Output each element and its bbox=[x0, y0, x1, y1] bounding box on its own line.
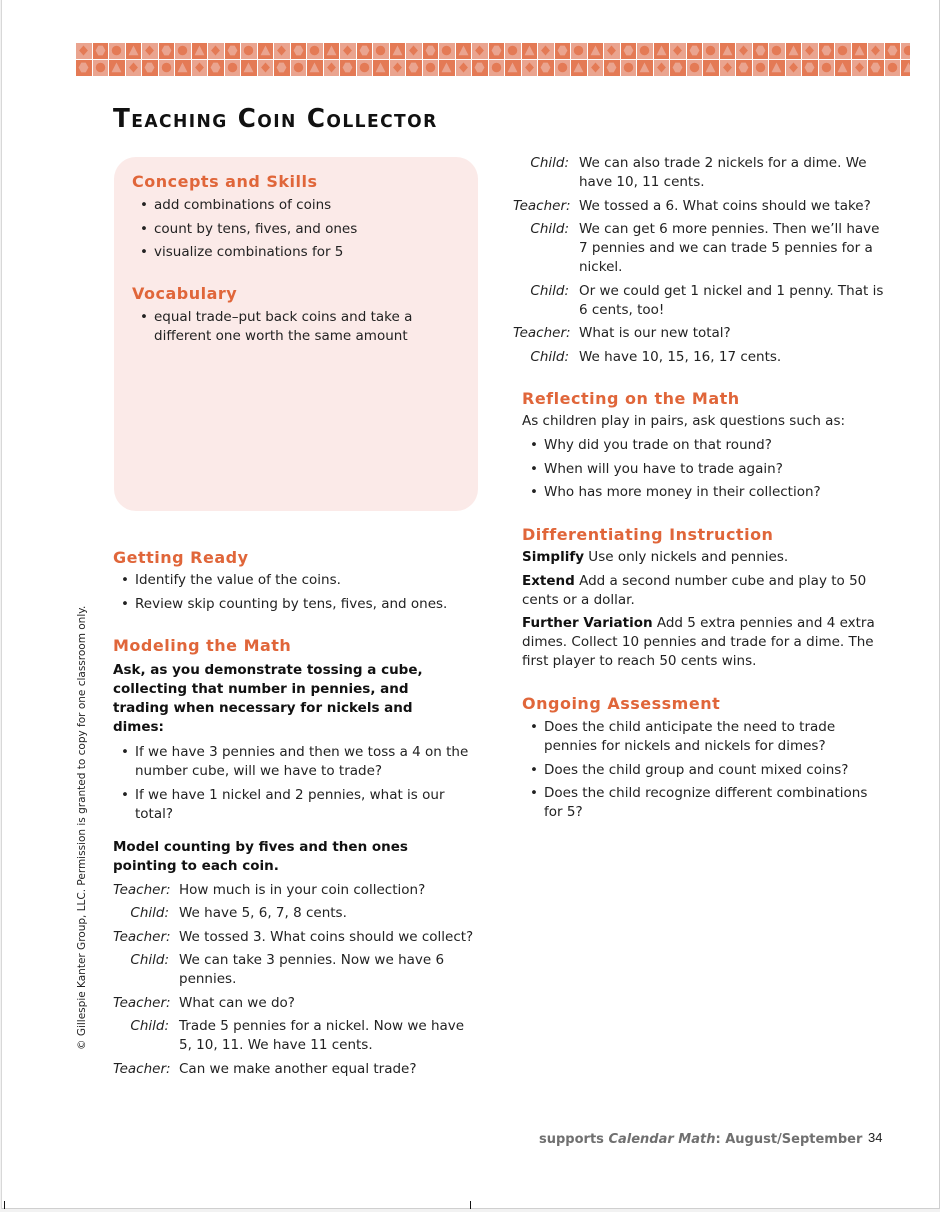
dialog-line bbox=[113, 928, 478, 947]
dialog-text: Trade 5 pennies for a nickel. Now we have 5, 10, 11. We have 11 cents. bbox=[179, 1018, 465, 1053]
getting-ready-list bbox=[113, 571, 478, 614]
dialog-line bbox=[513, 220, 888, 277]
getting-ready-heading: Getting Ready bbox=[113, 548, 249, 567]
modeling-heading: Modeling the Math bbox=[113, 636, 292, 655]
hexagon-tile-icon bbox=[538, 60, 554, 76]
reflecting-list bbox=[522, 436, 892, 502]
dialog-line bbox=[513, 348, 888, 367]
triangle-tile-icon bbox=[126, 43, 142, 59]
triangle-tile-icon bbox=[769, 60, 785, 76]
diamond-tile-icon bbox=[208, 43, 224, 59]
hexagon-tile-icon bbox=[76, 60, 92, 76]
concepts-heading: Concepts and Skills bbox=[132, 172, 318, 191]
dialog-text: What is our new total? bbox=[579, 325, 731, 341]
circle-tile-icon bbox=[307, 43, 323, 59]
hexagon-tile-icon bbox=[687, 43, 703, 59]
triangle-tile-icon bbox=[307, 60, 323, 76]
differentiating-section bbox=[522, 525, 877, 676]
assessment-item: • Does the child group and count mixed coins? bbox=[522, 761, 887, 780]
crop-mark bbox=[4, 1201, 5, 1209]
hexagon-tile-icon bbox=[472, 60, 488, 76]
diamond-tile-icon bbox=[390, 60, 406, 76]
circle-tile-icon bbox=[357, 60, 373, 76]
circle-tile-icon bbox=[423, 60, 439, 76]
getting-ready-section bbox=[113, 548, 478, 618]
triangle-tile-icon bbox=[852, 43, 868, 59]
circle-tile-icon bbox=[291, 60, 307, 76]
border-row-top bbox=[76, 43, 910, 59]
hexagon-tile-icon bbox=[885, 43, 901, 59]
speaker-label: Child: bbox=[530, 221, 569, 237]
vocabulary-heading: Vocabulary bbox=[132, 284, 238, 303]
reflecting-section bbox=[522, 389, 892, 507]
triangle-tile-icon bbox=[456, 43, 472, 59]
crop-mark bbox=[470, 1201, 471, 1209]
dialog-text: We have 10, 15, 16, 17 cents. bbox=[579, 348, 782, 365]
triangle-tile-icon bbox=[241, 60, 257, 76]
assessment-section bbox=[522, 694, 887, 827]
triangle-tile-icon bbox=[522, 43, 538, 59]
diamond-tile-icon bbox=[192, 60, 208, 76]
circle-tile-icon bbox=[489, 60, 505, 76]
speaker-label: Teacher: bbox=[113, 881, 171, 898]
circle-tile-icon bbox=[373, 43, 389, 59]
triangle-tile-icon bbox=[258, 43, 274, 59]
triangle-tile-icon bbox=[654, 43, 670, 59]
dialog-text: Or we could get 1 nickel and 1 penny. That is 6 cents, too! bbox=[579, 282, 884, 318]
dialog-line bbox=[113, 951, 478, 989]
speaker-label: Teacher: bbox=[513, 325, 571, 341]
hexagon-tile-icon bbox=[489, 43, 505, 59]
triangle-tile-icon bbox=[109, 60, 125, 76]
circle-tile-icon bbox=[901, 43, 910, 59]
diamond-tile-icon bbox=[274, 43, 290, 59]
circle-tile-icon bbox=[93, 60, 109, 76]
dialog-text: What can we do? bbox=[179, 994, 295, 1011]
triangle-tile-icon bbox=[786, 43, 802, 59]
dialog-text: We tossed a 6. What coins should we take? bbox=[579, 197, 871, 214]
diamond-tile-icon bbox=[868, 43, 884, 59]
diamond-tile-icon bbox=[720, 60, 736, 76]
getting-ready-item: • Review skip counting by tens, fives, and ones. bbox=[113, 595, 478, 614]
diamond-tile-icon bbox=[522, 60, 538, 76]
footer-supports bbox=[539, 1132, 862, 1147]
border-row-bottom bbox=[76, 60, 910, 76]
hexagon-tile-icon bbox=[274, 60, 290, 76]
copyright-notice: © Gillespie Kanter Group, LLC. Permission is granted to copy for one classroom only. bbox=[76, 605, 88, 1050]
diamond-tile-icon bbox=[472, 43, 488, 59]
triangle-tile-icon bbox=[175, 60, 191, 76]
triangle-tile-icon bbox=[192, 43, 208, 59]
reflecting-item: • Who has more money in their collection? bbox=[522, 483, 892, 502]
circle-tile-icon bbox=[571, 43, 587, 59]
concepts-box bbox=[114, 157, 478, 511]
circle-tile-icon bbox=[703, 43, 719, 59]
diamond-tile-icon bbox=[786, 60, 802, 76]
diamond-tile-icon bbox=[456, 60, 472, 76]
dialog-line bbox=[513, 282, 888, 320]
hexagon-tile-icon bbox=[340, 60, 356, 76]
hexagon-tile-icon bbox=[621, 43, 637, 59]
circle-tile-icon bbox=[621, 60, 637, 76]
triangle-tile-icon bbox=[637, 60, 653, 76]
triangle-tile-icon bbox=[703, 60, 719, 76]
differentiating-further-variation bbox=[522, 614, 877, 671]
modeling-instruction: Model counting by fives and then ones pointing to each coin. bbox=[113, 838, 408, 874]
dialog-line bbox=[513, 324, 888, 343]
diamond-tile-icon bbox=[670, 43, 686, 59]
dialog-line bbox=[113, 994, 478, 1013]
dialog-text: We have 5, 6, 7, 8 cents. bbox=[179, 905, 347, 921]
getting-ready-item: • Identify the value of the coins. bbox=[113, 571, 478, 590]
dialog-text: We can take 3 pennies. Now we have 6 pennies. bbox=[179, 952, 445, 987]
circle-tile-icon bbox=[439, 43, 455, 59]
reflecting-item: • Why did you trade on that round? bbox=[522, 436, 892, 455]
circle-tile-icon bbox=[109, 43, 125, 59]
triangle-tile-icon bbox=[571, 60, 587, 76]
diamond-tile-icon bbox=[126, 60, 142, 76]
reflecting-intro: As children play in pairs, ask questions such as: bbox=[522, 413, 846, 429]
diamond-tile-icon bbox=[802, 43, 818, 59]
speaker-label: Child: bbox=[530, 348, 569, 365]
footer-book-title: Calendar Math bbox=[608, 1132, 716, 1147]
vocabulary-item: • equal trade–put back coins and take a different one worth the same amount bbox=[132, 308, 422, 346]
diamond-tile-icon bbox=[588, 60, 604, 76]
dialog-line bbox=[513, 197, 888, 216]
diamond-tile-icon bbox=[538, 43, 554, 59]
modeling-question: • If we have 3 pennies and then we toss a 4 on the number cube, will we have to trade? bbox=[113, 743, 478, 781]
hexagon-tile-icon bbox=[736, 60, 752, 76]
reflecting-heading: Reflecting on the Math bbox=[522, 389, 740, 408]
assessment-item: • Does the child recognize different combinations for 5? bbox=[522, 784, 887, 822]
speaker-label: Teacher: bbox=[113, 1060, 171, 1077]
hexagon-tile-icon bbox=[819, 43, 835, 59]
page-title: Teaching Coin Collector bbox=[113, 104, 438, 134]
diamond-tile-icon bbox=[340, 43, 356, 59]
dialog-line bbox=[113, 1017, 478, 1055]
page-number: 34 bbox=[868, 1130, 883, 1145]
circle-tile-icon bbox=[819, 60, 835, 76]
circle-tile-icon bbox=[753, 60, 769, 76]
simplify-text: Use only nickels and pennies. bbox=[584, 549, 789, 565]
dialog-text: We can get 6 more pennies. Then we’ll have 7 pennies and we can trade 5 pennies for a nickel. bbox=[579, 221, 880, 275]
differentiating-heading: Differentiating Instruction bbox=[522, 525, 774, 544]
circle-tile-icon bbox=[637, 43, 653, 59]
circle-tile-icon bbox=[835, 43, 851, 59]
hexagon-tile-icon bbox=[406, 60, 422, 76]
modeling-questions bbox=[113, 743, 478, 824]
hexagon-tile-icon bbox=[291, 43, 307, 59]
vocabulary-section bbox=[132, 284, 462, 351]
dialog-text: Can we make another equal trade? bbox=[179, 1060, 417, 1077]
concepts-item: • add combinations of coins bbox=[132, 196, 462, 215]
diamond-tile-icon bbox=[736, 43, 752, 59]
hexagon-tile-icon bbox=[868, 60, 884, 76]
triangle-tile-icon bbox=[505, 60, 521, 76]
decorative-shape-border bbox=[76, 43, 910, 76]
speaker-label: Child: bbox=[130, 1018, 169, 1034]
dialog-right bbox=[513, 154, 888, 371]
dialog-line bbox=[113, 904, 478, 923]
further-variation-label: Further Variation bbox=[522, 615, 653, 631]
circle-tile-icon bbox=[159, 60, 175, 76]
extend-label: Extend bbox=[522, 572, 575, 589]
dialog-text: We can also trade 2 nickels for a dime. We have 10, 11 cents. bbox=[579, 155, 867, 190]
document-page bbox=[1, 0, 940, 1209]
dialog-line bbox=[113, 1060, 478, 1079]
circle-tile-icon bbox=[241, 43, 257, 59]
speaker-label: Teacher: bbox=[113, 928, 171, 945]
dialog-line bbox=[513, 154, 888, 192]
dialog-text: How much is in your coin collection? bbox=[179, 881, 426, 898]
triangle-tile-icon bbox=[373, 60, 389, 76]
speaker-label: Child: bbox=[530, 155, 569, 171]
circle-tile-icon bbox=[225, 60, 241, 76]
concepts-list bbox=[132, 196, 462, 262]
speaker-label: Child: bbox=[530, 282, 569, 299]
diamond-tile-icon bbox=[258, 60, 274, 76]
reflecting-item: • When will you have to trade again? bbox=[522, 460, 892, 479]
diamond-tile-icon bbox=[654, 60, 670, 76]
speaker-label: Child: bbox=[130, 952, 169, 968]
triangle-tile-icon bbox=[835, 60, 851, 76]
speaker-label: Child: bbox=[130, 905, 169, 921]
hexagon-tile-icon bbox=[670, 60, 686, 76]
diamond-tile-icon bbox=[604, 43, 620, 59]
triangle-tile-icon bbox=[588, 43, 604, 59]
concepts-item: • count by tens, fives, and ones bbox=[132, 220, 462, 239]
dialog-left bbox=[113, 881, 478, 1079]
triangle-tile-icon bbox=[720, 43, 736, 59]
hexagon-tile-icon bbox=[423, 43, 439, 59]
hexagon-tile-icon bbox=[357, 43, 373, 59]
modeling-section bbox=[113, 636, 478, 1083]
hexagon-tile-icon bbox=[142, 60, 158, 76]
concepts-item: • visualize combinations for 5 bbox=[132, 243, 462, 262]
diamond-tile-icon bbox=[142, 43, 158, 59]
assessment-list bbox=[522, 718, 887, 822]
assessment-item: • Does the child anticipate the need to trade pennies for nickels and nickels for dimes? bbox=[522, 718, 887, 756]
modeling-intro: Ask, as you demonstrate tossing a cube, collecting that number in pennies, and trading when necessary for nickels and dimes: bbox=[113, 662, 423, 735]
footer-month: : August/September bbox=[715, 1132, 863, 1147]
triangle-tile-icon bbox=[439, 60, 455, 76]
further-variation-text: Add 5 extra pennies and 4 extra dimes. Collect 10 pennies and trade for a dime. The first player to reach 50 cents wins. bbox=[522, 615, 875, 669]
dialog-text: We tossed 3. What coins should we collect? bbox=[179, 928, 474, 945]
triangle-tile-icon bbox=[390, 43, 406, 59]
vocabulary-list bbox=[132, 308, 422, 346]
circle-tile-icon bbox=[687, 60, 703, 76]
circle-tile-icon bbox=[505, 43, 521, 59]
diamond-tile-icon bbox=[852, 60, 868, 76]
circle-tile-icon bbox=[769, 43, 785, 59]
diamond-tile-icon bbox=[406, 43, 422, 59]
diamond-tile-icon bbox=[76, 43, 92, 59]
circle-tile-icon bbox=[175, 43, 191, 59]
concepts-section bbox=[132, 172, 462, 267]
speaker-label: Teacher: bbox=[513, 197, 571, 214]
simplify-label: Simplify bbox=[522, 549, 585, 565]
extend-text: Add a second number cube and play to 50 cents or a dollar. bbox=[522, 572, 867, 608]
differentiating-simplify bbox=[522, 548, 877, 567]
hexagon-tile-icon bbox=[93, 43, 109, 59]
assessment-heading: Ongoing Assessment bbox=[522, 694, 721, 713]
speaker-label: Teacher: bbox=[113, 994, 171, 1011]
hexagon-tile-icon bbox=[802, 60, 818, 76]
differentiating-extend bbox=[522, 572, 877, 610]
hexagon-tile-icon bbox=[159, 43, 175, 59]
triangle-tile-icon bbox=[324, 43, 340, 59]
diamond-tile-icon bbox=[324, 60, 340, 76]
hexagon-tile-icon bbox=[604, 60, 620, 76]
triangle-tile-icon bbox=[901, 60, 910, 76]
circle-tile-icon bbox=[555, 60, 571, 76]
hexagon-tile-icon bbox=[753, 43, 769, 59]
hexagon-tile-icon bbox=[555, 43, 571, 59]
circle-tile-icon bbox=[885, 60, 901, 76]
footer-supports-prefix: supports bbox=[539, 1132, 609, 1147]
dialog-line bbox=[113, 881, 478, 900]
hexagon-tile-icon bbox=[225, 43, 241, 59]
hexagon-tile-icon bbox=[208, 60, 224, 76]
modeling-question: • If we have 1 nickel and 2 pennies, what is our total? bbox=[113, 786, 478, 824]
